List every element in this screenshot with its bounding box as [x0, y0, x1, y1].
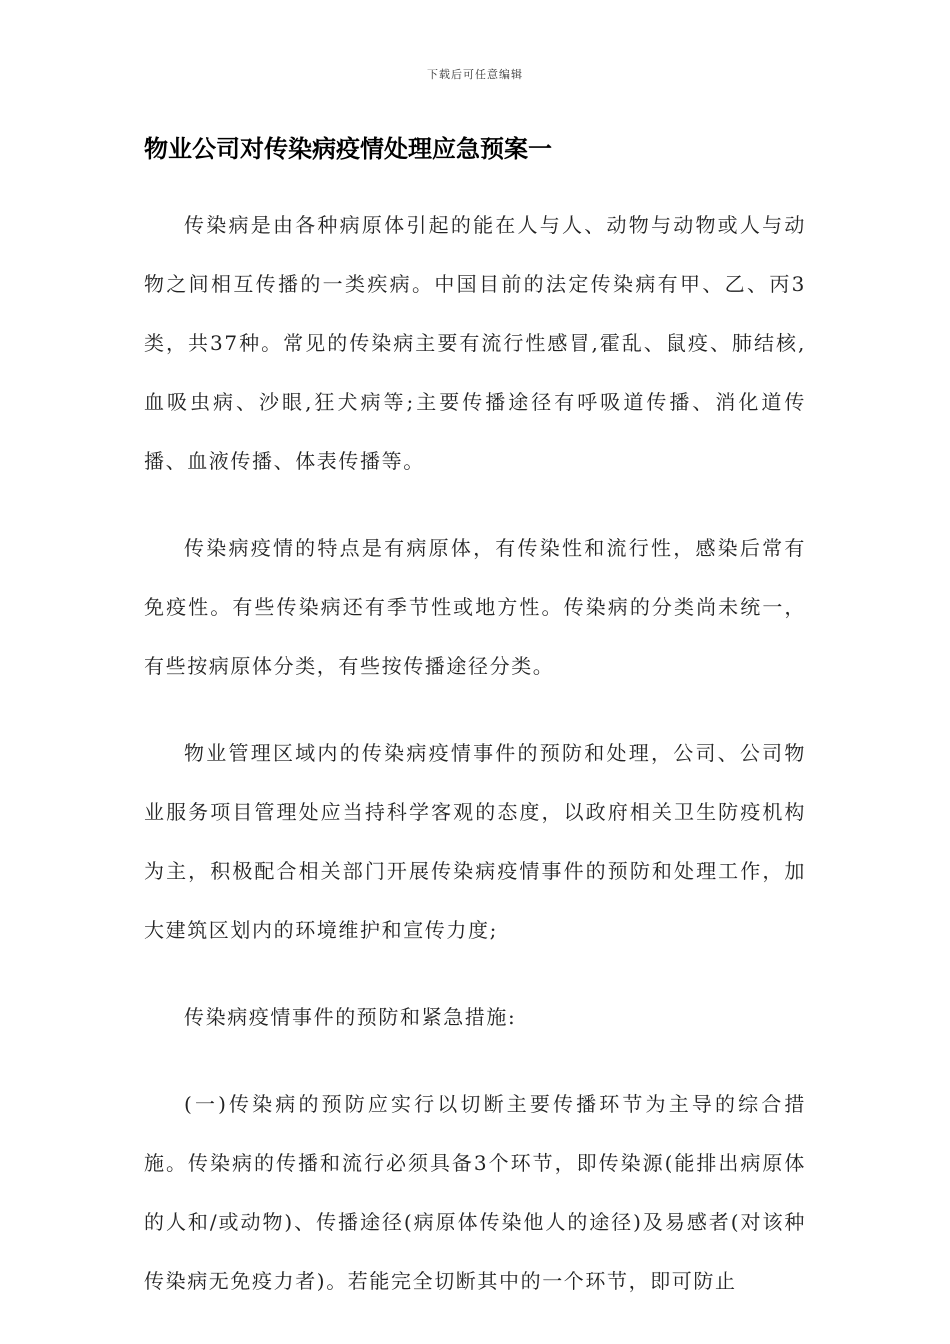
paragraph-characteristics: 传染病疫情的特点是有病原体，有传染性和流行性，感染后常有免疫性。有些传染病还有季节性或地方性。传染病的分类尚未统一，有些按病原体分类，有些按传播途径分类。: [144, 536, 806, 678]
page-header-note: 下载后可任意编辑: [427, 68, 523, 81]
document-title: 物业公司对传染病疫情处理应急预案一: [144, 135, 552, 163]
paragraph-measures-heading: 传染病疫情事件的预防和紧急措施:: [184, 1005, 517, 1029]
paragraph-management: 物业管理区域内的传染病疫情事件的预防和处理，公司、公司物业服务项目管理处应当持科学客观的态度，以政府相关卫生防疫机构为主，积极配合相关部门开展传染病疫情事件的预防和处理工作，加大建筑区划内的环境维护和宣传力度;: [144, 741, 806, 942]
paragraph-prevention: (一)传染病的预防应实行以切断主要传播环节为主导的综合措施。传染病的传播和流行必须具备3个环节，即传染源(能排出病原体的人和/或动物)、传播途径(病原体传染他人的途径)及易感者(对该种传染病无免疫力者)。若能完全切断其中的一个环节，即可防止: [144, 1092, 806, 1293]
document-body: [144, 196, 806, 1339]
paragraph-intro: 传染病是由各种病原体引起的能在人与人、动物与动物或人与动物之间相互传播的一类疾病。中国目前的法定传染病有甲、乙、丙3类，共37种。常见的传染病主要有流行性感冒,霍乱、鼠疫、肺结核,血吸虫病、沙眼,狂犬病等;主要传播途径有呼吸道传播、消化道传播、血液传播、体表传播等。: [144, 213, 806, 473]
